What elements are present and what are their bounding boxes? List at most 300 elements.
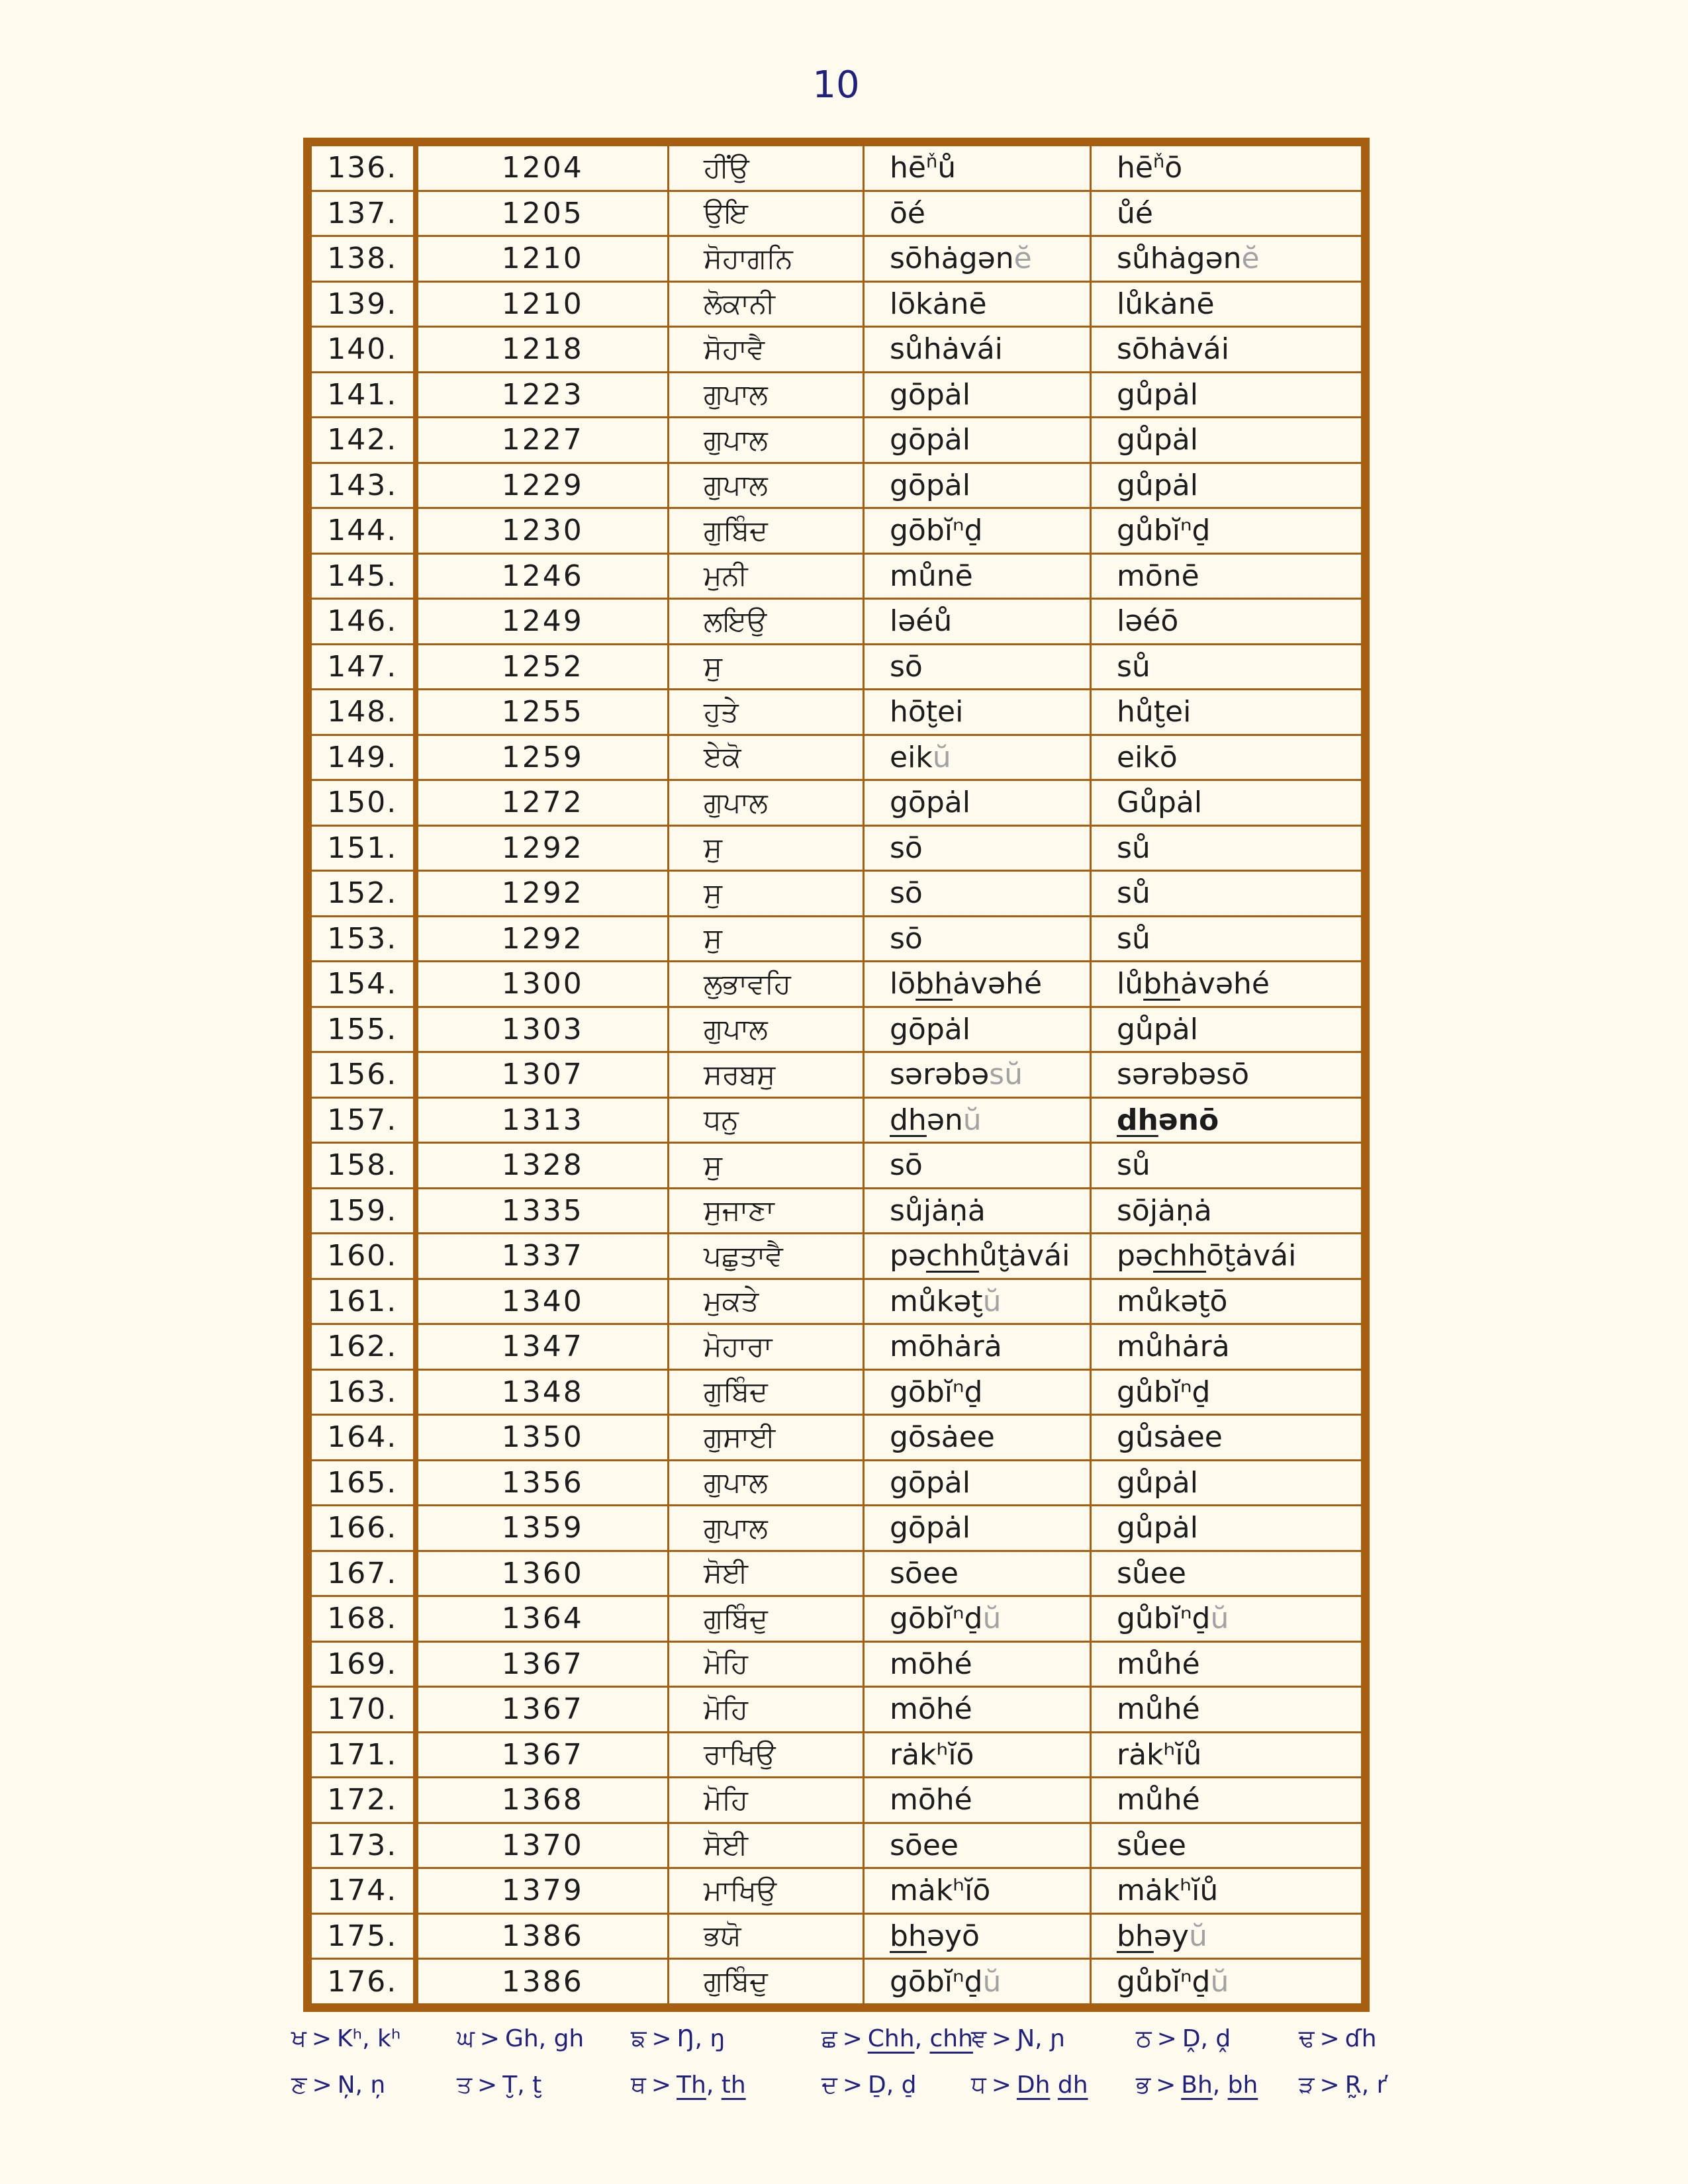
- transliteration2-cell: gůbĭⁿd̠: [1091, 1369, 1362, 1415]
- row-index-cell: 150.: [311, 780, 416, 826]
- transliteration1-cell: sō: [864, 871, 1091, 917]
- transliteration1-cell: gōsȧee: [864, 1415, 1091, 1461]
- ang-cell: 1292: [416, 825, 669, 871]
- transliteration1-cell: gōpȧl: [864, 1460, 1091, 1506]
- table-row: [311, 1415, 1362, 1461]
- transliteration2-cell: mōnē: [1091, 553, 1362, 599]
- transliteration1-cell: sərəbəsŭ: [864, 1052, 1091, 1098]
- row-index-cell: 145.: [311, 553, 416, 599]
- row-index-cell: 140.: [311, 327, 416, 373]
- transliteration2-cell: sů: [1091, 1143, 1362, 1189]
- table-row: [311, 191, 1362, 236]
- ang-cell: 1348: [416, 1369, 669, 1415]
- transliteration-legend: [291, 2025, 1456, 2118]
- table-row: [311, 735, 1362, 780]
- row-index-cell: 165.: [311, 1460, 416, 1506]
- gurmukhi-letter: ਖ: [291, 2025, 306, 2052]
- gurmukhi-cell: ਗੁਬਿੰਦ: [669, 1369, 864, 1415]
- transliteration2-cell: lůbhȧvəhé: [1091, 962, 1362, 1007]
- table-row: [311, 1097, 1362, 1143]
- legend-mapping: T̮, t̮: [502, 2071, 542, 2099]
- ang-cell: 1218: [416, 327, 669, 373]
- transliteration1-cell: sůhȧvái: [864, 327, 1091, 373]
- row-index-cell: 163.: [311, 1369, 416, 1415]
- maps-to-symbol: >: [1319, 2071, 1340, 2099]
- legend-mapping: Chh, chh: [867, 2025, 973, 2052]
- ang-cell: 1368: [416, 1778, 669, 1823]
- table-row: [311, 780, 1362, 826]
- row-index-cell: 160.: [311, 1234, 416, 1279]
- transliteration2-cell: gůpȧl: [1091, 1007, 1362, 1052]
- gurmukhi-cell: ਗੁਪਾਲ: [669, 1007, 864, 1052]
- legend-item: [971, 2071, 1136, 2099]
- gurmukhi-cell: ਸੁ: [669, 1143, 864, 1189]
- transliteration1-cell: lōkȧnē: [864, 281, 1091, 327]
- ang-cell: 1292: [416, 916, 669, 962]
- ang-cell: 1367: [416, 1641, 669, 1687]
- legend-row-1: [291, 2025, 1456, 2071]
- word-table: [303, 138, 1370, 2012]
- gurmukhi-cell: ਗੁਸਾਈ: [669, 1415, 864, 1461]
- transliteration2-cell: sů: [1091, 916, 1362, 962]
- ang-cell: 1359: [416, 1506, 669, 1551]
- gurmukhi-cell: ਗੁਬਿੰਦੁ: [669, 1596, 864, 1642]
- gurmukhi-cell: ਮੋਹਿ: [669, 1641, 864, 1687]
- maps-to-symbol: >: [992, 2025, 1012, 2052]
- gurmukhi-letter: ਦ: [821, 2071, 837, 2099]
- gurmukhi-cell: ਸਰਬਸੁ: [669, 1052, 864, 1098]
- gurmukhi-cell: ਰਾਖਿਉ: [669, 1732, 864, 1778]
- transliteration1-cell: bhəyō: [864, 1913, 1091, 1959]
- maps-to-symbol: >: [842, 2071, 863, 2099]
- transliteration2-cell: pəchhōt̮ȧvái: [1091, 1234, 1362, 1279]
- gurmukhi-cell: ਹੁਤੇ: [669, 690, 864, 735]
- legend-mapping: Kʰ, kʰ: [337, 2025, 401, 2052]
- transliteration1-cell: ōé: [864, 191, 1091, 236]
- gurmukhi-cell: ਗੁਪਾਲ: [669, 463, 864, 508]
- gurmukhi-cell: ਧਨੁ: [669, 1097, 864, 1143]
- row-index-cell: 146.: [311, 599, 416, 645]
- gurmukhi-letter: ਠ: [1136, 2025, 1152, 2052]
- transliteration1-cell: mȧkʰĭō: [864, 1868, 1091, 1914]
- transliteration2-cell: $hē^ňō$: [1091, 146, 1362, 191]
- transliteration2-cell: sůee: [1091, 1823, 1362, 1868]
- transliteration2-cell: sů: [1091, 644, 1362, 690]
- ang-cell: 1335: [416, 1188, 669, 1234]
- gurmukhi-cell: ਮਾਖਿਉ: [669, 1868, 864, 1914]
- row-index-cell: 142.: [311, 418, 416, 463]
- transliteration1-cell: hōt̮ei: [864, 690, 1091, 735]
- table-row: [311, 1369, 1362, 1415]
- row-index-cell: 159.: [311, 1188, 416, 1234]
- ang-cell: 1249: [416, 599, 669, 645]
- legend-item: [291, 2071, 457, 2099]
- word-table-grid: [310, 144, 1363, 2005]
- ang-cell: 1252: [416, 644, 669, 690]
- legend-mapping: D̠, d̠: [868, 2071, 917, 2099]
- row-index-cell: 143.: [311, 463, 416, 508]
- table-row: [311, 825, 1362, 871]
- ang-cell: 1210: [416, 281, 669, 327]
- gurmukhi-cell: ਸੋਹਾਵੈ: [669, 327, 864, 373]
- ang-cell: 1386: [416, 1959, 669, 2005]
- ang-cell: 1360: [416, 1551, 669, 1596]
- row-index-cell: 162.: [311, 1324, 416, 1370]
- table-row: [311, 1868, 1362, 1914]
- legend-item: [631, 2025, 821, 2053]
- table-row: [311, 1913, 1362, 1959]
- gurmukhi-letter: ਭ: [1136, 2071, 1151, 2099]
- ang-cell: 1303: [416, 1007, 669, 1052]
- legend-item: [291, 2025, 457, 2053]
- table-row: [311, 1959, 1362, 2005]
- row-index-cell: 154.: [311, 962, 416, 1007]
- legend-mapping: Ḓ, ḓ: [1182, 2025, 1231, 2052]
- gurmukhi-cell: ਲਇਉ: [669, 599, 864, 645]
- ang-cell: 1255: [416, 690, 669, 735]
- gurmukhi-cell: ਸੋਈ: [669, 1823, 864, 1868]
- table-row: [311, 281, 1362, 327]
- transliteration1-cell: gōbĭⁿd̠: [864, 508, 1091, 554]
- gurmukhi-cell: ਮੋਹਾਰਾ: [669, 1324, 864, 1370]
- transliteration1-cell: mōhé: [864, 1641, 1091, 1687]
- legend-mapping: Ņ, ņ: [337, 2071, 386, 2099]
- gurmukhi-cell: ਮੁਕਤੇ: [669, 1279, 864, 1324]
- transliteration1-cell: sůjȧṇȧ: [864, 1188, 1091, 1234]
- maps-to-symbol: >: [479, 2025, 500, 2052]
- gurmukhi-cell: ਸੋਈ: [669, 1551, 864, 1596]
- table-row: [311, 1234, 1362, 1279]
- transliteration2-cell: dhənō: [1091, 1097, 1362, 1143]
- row-index-cell: 158.: [311, 1143, 416, 1189]
- transliteration2-cell: mȧkʰĭů: [1091, 1868, 1362, 1914]
- page-number: 10: [812, 64, 860, 107]
- transliteration1-cell: můkət̮ŭ: [864, 1279, 1091, 1324]
- gurmukhi-cell: ਮੋਹਿ: [669, 1778, 864, 1823]
- transliteration2-cell: gůbĭⁿd̠ŭ: [1091, 1959, 1362, 2005]
- legend-mapping: Th, th: [677, 2071, 746, 2099]
- table-row: [311, 1596, 1362, 1642]
- gurmukhi-letter: ਢ: [1299, 2025, 1315, 2052]
- maps-to-symbol: >: [1156, 2025, 1177, 2052]
- table-row: [311, 916, 1362, 962]
- table-row: [311, 1279, 1362, 1324]
- gurmukhi-cell: ਪਛੁਤਾਵੈ: [669, 1234, 864, 1279]
- gurmukhi-cell: ਸੁ: [669, 825, 864, 871]
- transliteration1-cell: sō: [864, 916, 1091, 962]
- row-index-cell: 171.: [311, 1732, 416, 1778]
- table-row: [311, 1324, 1362, 1370]
- transliteration2-cell: sů: [1091, 825, 1362, 871]
- row-index-cell: 137.: [311, 191, 416, 236]
- row-index-cell: 141.: [311, 372, 416, 418]
- transliteration1-cell: sō: [864, 825, 1091, 871]
- ang-cell: 1259: [416, 735, 669, 780]
- gurmukhi-cell: ਸੁ: [669, 644, 864, 690]
- gurmukhi-cell: ਗੁਪਾਲ: [669, 418, 864, 463]
- table-row: [311, 1687, 1362, 1733]
- gurmukhi-cell: ਗੁਪਾਲ: [669, 1460, 864, 1506]
- ang-cell: 1230: [416, 508, 669, 554]
- row-index-cell: 157.: [311, 1097, 416, 1143]
- legend-item: [1136, 2071, 1299, 2099]
- transliteration1-cell: $hē^ňů$: [864, 146, 1091, 191]
- ang-cell: 1337: [416, 1234, 669, 1279]
- row-index-cell: 175.: [311, 1913, 416, 1959]
- row-index-cell: 152.: [311, 871, 416, 917]
- gurmukhi-letter: ਞ: [971, 2025, 987, 2052]
- ang-cell: 1328: [416, 1143, 669, 1189]
- transliteration2-cell: eikō: [1091, 735, 1362, 780]
- transliteration1-cell: sō: [864, 1143, 1091, 1189]
- legend-item: [1299, 2071, 1456, 2099]
- transliteration1-cell: gōpȧl: [864, 372, 1091, 418]
- table-row: [311, 1732, 1362, 1778]
- gurmukhi-cell: ਮੁਨੀ: [669, 553, 864, 599]
- gurmukhi-cell: ਗੁਬਿੰਦ: [669, 508, 864, 554]
- ang-cell: 1205: [416, 191, 669, 236]
- legend-mapping: Ŋ, ŋ: [677, 2025, 726, 2052]
- ang-cell: 1364: [416, 1596, 669, 1642]
- transliteration1-cell: gōpȧl: [864, 463, 1091, 508]
- transliteration2-cell: sůhȧgənĕ: [1091, 236, 1362, 282]
- ang-cell: 1210: [416, 236, 669, 282]
- ang-cell: 1340: [416, 1279, 669, 1324]
- row-index-cell: 155.: [311, 1007, 416, 1052]
- transliteration1-cell: sō: [864, 644, 1091, 690]
- transliteration2-cell: Gůpȧl: [1091, 780, 1362, 826]
- transliteration2-cell: můkət̮ō: [1091, 1279, 1362, 1324]
- table-row: [311, 1778, 1362, 1823]
- ang-cell: 1347: [416, 1324, 669, 1370]
- gurmukhi-cell: ਗੁਪਾਲ: [669, 1506, 864, 1551]
- ang-cell: 1367: [416, 1687, 669, 1733]
- row-index-cell: 153.: [311, 916, 416, 962]
- transliteration1-cell: mōhȧrȧ: [864, 1324, 1091, 1370]
- table-row: [311, 327, 1362, 373]
- table-row: [311, 1188, 1362, 1234]
- legend-mapping: Ɲ, ɲ: [1017, 2025, 1066, 2052]
- transliteration2-cell: gůpȧl: [1091, 463, 1362, 508]
- ang-cell: 1370: [416, 1823, 669, 1868]
- table-row: [311, 644, 1362, 690]
- gurmukhi-cell: ਗੁਬਿੰਦੁ: [669, 1959, 864, 2005]
- maps-to-symbol: >: [477, 2071, 498, 2099]
- gurmukhi-letter: ਛ: [821, 2025, 837, 2052]
- legend-item: [971, 2025, 1136, 2053]
- ang-cell: 1300: [416, 962, 669, 1007]
- maps-to-symbol: >: [1156, 2071, 1176, 2099]
- row-index-cell: 151.: [311, 825, 416, 871]
- ang-cell: 1313: [416, 1097, 669, 1143]
- row-index-cell: 174.: [311, 1868, 416, 1914]
- gurmukhi-cell: ਉਇ: [669, 191, 864, 236]
- row-index-cell: 156.: [311, 1052, 416, 1098]
- gurmukhi-cell: ਸੁ: [669, 916, 864, 962]
- transliteration1-cell: gōbĭⁿd̠ŭ: [864, 1959, 1091, 2005]
- table-row: [311, 553, 1362, 599]
- gurmukhi-letter: ਤ: [457, 2071, 473, 2099]
- ang-cell: 1307: [416, 1052, 669, 1098]
- table-row: [311, 372, 1362, 418]
- legend-mapping: ɗh: [1344, 2025, 1377, 2052]
- gurmukhi-cell: ਲੋਕਾਨੀ: [669, 281, 864, 327]
- transliteration2-cell: můhé: [1091, 1641, 1362, 1687]
- transliteration1-cell: gōpȧl: [864, 780, 1091, 826]
- transliteration2-cell: gůbĭⁿd̠ŭ: [1091, 1596, 1362, 1642]
- gurmukhi-cell: ਏਕੋ: [669, 735, 864, 780]
- transliteration2-cell: hůt̮ei: [1091, 690, 1362, 735]
- ang-cell: 1246: [416, 553, 669, 599]
- transliteration1-cell: rȧkʰĭō: [864, 1732, 1091, 1778]
- gurmukhi-cell: ਸੁਜਾਣਾ: [669, 1188, 864, 1234]
- table-row: [311, 871, 1362, 917]
- transliteration2-cell: můhé: [1091, 1687, 1362, 1733]
- transliteration2-cell: sů: [1091, 871, 1362, 917]
- transliteration2-cell: můhé: [1091, 1778, 1362, 1823]
- transliteration2-cell: ləéō: [1091, 599, 1362, 645]
- maps-to-symbol: >: [842, 2025, 863, 2052]
- gurmukhi-letter: ਥ: [631, 2071, 646, 2099]
- transliteration2-cell: gůpȧl: [1091, 372, 1362, 418]
- transliteration2-cell: gůpȧl: [1091, 418, 1362, 463]
- maps-to-symbol: >: [651, 2071, 671, 2099]
- transliteration1-cell: gōbĭⁿd̠: [864, 1369, 1091, 1415]
- ang-cell: 1350: [416, 1415, 669, 1461]
- transliteration1-cell: gōpȧl: [864, 1007, 1091, 1052]
- transliteration2-cell: sərəbəsō: [1091, 1052, 1362, 1098]
- gurmukhi-letter: ਧ: [971, 2071, 986, 2099]
- ang-cell: 1367: [416, 1732, 669, 1778]
- transliteration1-cell: mōhé: [864, 1687, 1091, 1733]
- row-index-cell: 166.: [311, 1506, 416, 1551]
- row-index-cell: 173.: [311, 1823, 416, 1868]
- row-index-cell: 167.: [311, 1551, 416, 1596]
- row-index-cell: 139.: [311, 281, 416, 327]
- table-row: [311, 1506, 1362, 1551]
- gurmukhi-cell: ਹੀਂਉ: [669, 146, 864, 191]
- transliteration2-cell: lůkȧnē: [1091, 281, 1362, 327]
- transliteration2-cell: sōjȧṇȧ: [1091, 1188, 1362, 1234]
- maps-to-symbol: >: [991, 2071, 1011, 2099]
- row-index-cell: 147.: [311, 644, 416, 690]
- row-index-cell: 136.: [311, 146, 416, 191]
- transliteration1-cell: ləéů: [864, 599, 1091, 645]
- gurmukhi-letter: ਣ: [291, 2071, 307, 2099]
- transliteration1-cell: dhənŭ: [864, 1097, 1091, 1143]
- legend-item: [457, 2025, 631, 2053]
- legend-item: [821, 2025, 971, 2053]
- legend-mapping: Bh, bh: [1181, 2071, 1258, 2099]
- transliteration2-cell: sůee: [1091, 1551, 1362, 1596]
- table-row: [311, 962, 1362, 1007]
- gurmukhi-letter: ੜ: [1299, 2071, 1315, 2099]
- legend-mapping: R̰, r̕: [1344, 2071, 1387, 2099]
- transliteration1-cell: můnē: [864, 553, 1091, 599]
- gurmukhi-letter: ਘ: [457, 2025, 475, 2052]
- legend-item: [1299, 2025, 1456, 2053]
- transliteration1-cell: sōee: [864, 1551, 1091, 1596]
- table-row: [311, 599, 1362, 645]
- transliteration2-cell: ůé: [1091, 191, 1362, 236]
- row-index-cell: 168.: [311, 1596, 416, 1642]
- transliteration1-cell: pəchhůt̮ȧvái: [864, 1234, 1091, 1279]
- legend-mapping: Dh dh: [1016, 2071, 1088, 2099]
- transliteration2-cell: rȧkʰĭů: [1091, 1732, 1362, 1778]
- legend-item: [631, 2071, 821, 2099]
- row-index-cell: 176.: [311, 1959, 416, 2005]
- gurmukhi-cell: ਗੁਪਾਲ: [669, 372, 864, 418]
- table-row: [311, 1052, 1362, 1098]
- ang-cell: 1356: [416, 1460, 669, 1506]
- table-row: [311, 1551, 1362, 1596]
- row-index-cell: 148.: [311, 690, 416, 735]
- ang-cell: 1229: [416, 463, 669, 508]
- legend-item: [457, 2071, 631, 2099]
- ang-cell: 1227: [416, 418, 669, 463]
- row-index-cell: 172.: [311, 1778, 416, 1823]
- table-row: [311, 463, 1362, 508]
- legend-item: [1136, 2025, 1299, 2053]
- maps-to-symbol: >: [651, 2025, 672, 2052]
- transliteration1-cell: eikŭ: [864, 735, 1091, 780]
- gurmukhi-cell: ਸੁ: [669, 871, 864, 917]
- ang-cell: 1223: [416, 372, 669, 418]
- table-row: [311, 418, 1362, 463]
- transliteration2-cell: gůbĭⁿd̠: [1091, 508, 1362, 554]
- transliteration1-cell: gōpȧl: [864, 418, 1091, 463]
- transliteration1-cell: gōbĭⁿd̠ŭ: [864, 1596, 1091, 1642]
- gurmukhi-cell: ਭਯੋ: [669, 1913, 864, 1959]
- transliteration1-cell: sōhȧgənĕ: [864, 236, 1091, 282]
- table-row: [311, 1460, 1362, 1506]
- table-row: [311, 236, 1362, 282]
- table-row: [311, 1641, 1362, 1687]
- transliteration1-cell: mōhé: [864, 1778, 1091, 1823]
- gurmukhi-cell: ਮੋਹਿ: [669, 1687, 864, 1733]
- transliteration1-cell: gōpȧl: [864, 1506, 1091, 1551]
- legend-item: [821, 2071, 971, 2099]
- table-row: [311, 690, 1362, 735]
- ang-cell: 1292: [416, 871, 669, 917]
- row-index-cell: 138.: [311, 236, 416, 282]
- legend-mapping: Gh, gh: [504, 2025, 585, 2052]
- legend-row-2: [291, 2071, 1456, 2118]
- transliteration2-cell: sōhȧvái: [1091, 327, 1362, 373]
- transliteration2-cell: bhəyŭ: [1091, 1913, 1362, 1959]
- row-index-cell: 161.: [311, 1279, 416, 1324]
- table-row: [311, 1143, 1362, 1189]
- word-table-body: [311, 146, 1362, 2005]
- transliteration2-cell: gůpȧl: [1091, 1460, 1362, 1506]
- maps-to-symbol: >: [311, 2025, 332, 2052]
- table-row: [311, 146, 1362, 191]
- gurmukhi-cell: ਸੋਹਾਗਨਿ: [669, 236, 864, 282]
- row-index-cell: 164.: [311, 1415, 416, 1461]
- table-row: [311, 1007, 1362, 1052]
- ang-cell: 1379: [416, 1868, 669, 1914]
- ang-cell: 1272: [416, 780, 669, 826]
- row-index-cell: 169.: [311, 1641, 416, 1687]
- table-row: [311, 1823, 1362, 1868]
- ang-cell: 1386: [416, 1913, 669, 1959]
- row-index-cell: 170.: [311, 1687, 416, 1733]
- maps-to-symbol: >: [312, 2071, 332, 2099]
- gurmukhi-letter: ਙ: [631, 2025, 647, 2052]
- transliteration2-cell: gůpȧl: [1091, 1506, 1362, 1551]
- ang-cell: 1204: [416, 146, 669, 191]
- maps-to-symbol: >: [1319, 2025, 1340, 2052]
